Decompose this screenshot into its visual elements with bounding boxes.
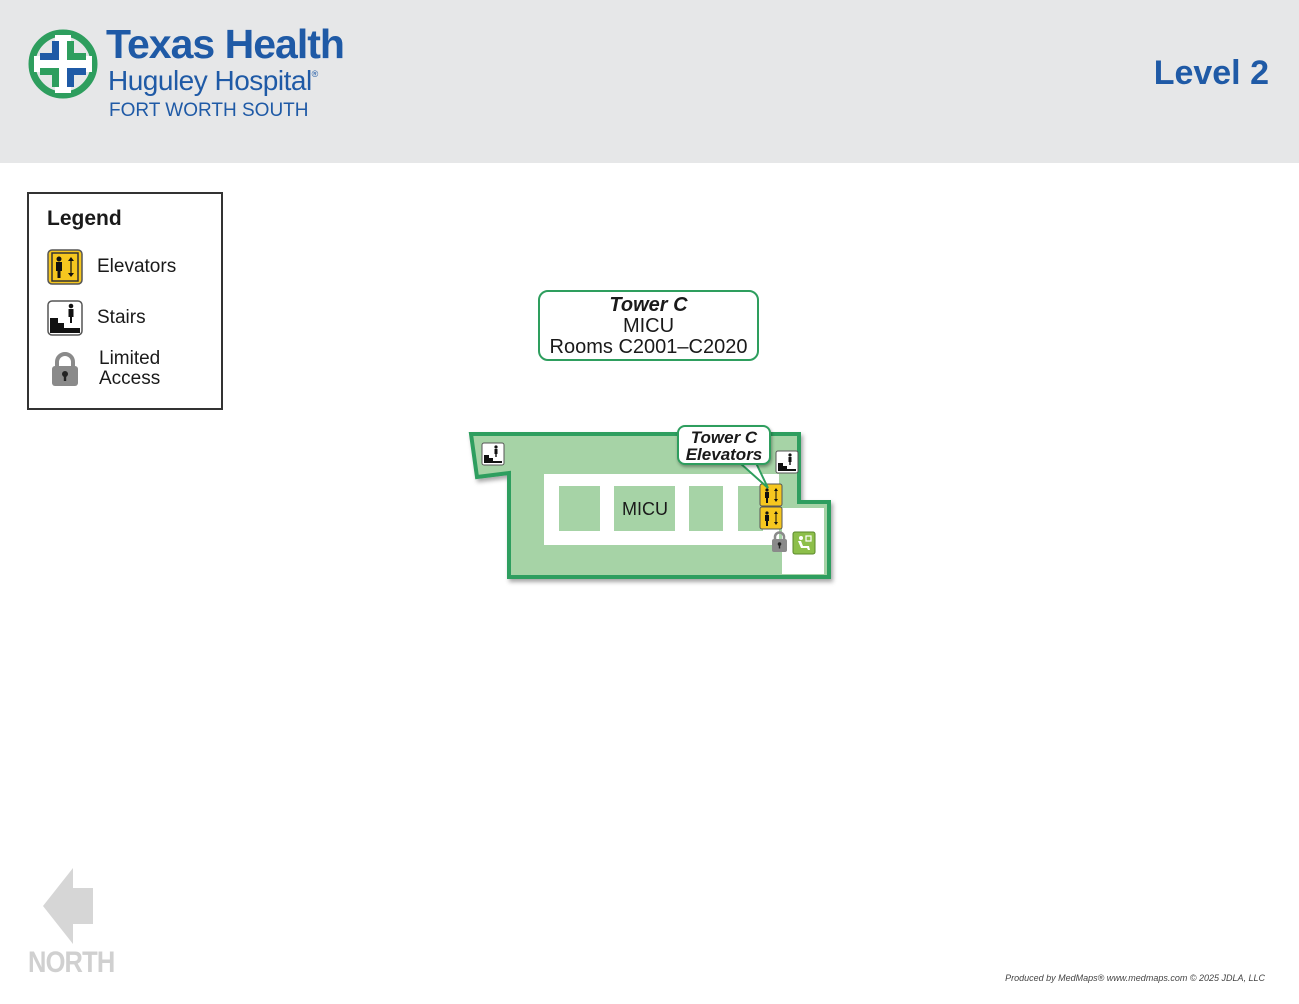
room-block-4 [738, 486, 763, 531]
waiting-area-icon[interactable] [793, 532, 815, 554]
micu-room-label: MICU [622, 499, 668, 519]
stairs-icon[interactable] [776, 451, 798, 473]
elevator-icon[interactable] [760, 507, 782, 529]
stairs-icon[interactable] [482, 443, 504, 465]
callout-line1: MICU [622, 315, 675, 337]
elevators-callout[interactable] [677, 425, 771, 465]
legend-label-limited-line2: Access [99, 368, 161, 389]
callout-title: Tower C [609, 294, 688, 316]
legend-label-limited-line1: Limited [99, 348, 161, 369]
room-block-3 [689, 486, 723, 531]
registered-mark: ® [311, 69, 318, 79]
elevator-icon[interactable] [760, 484, 782, 506]
brand-name: Texas Health [106, 21, 344, 67]
legend-title: Legend [47, 207, 122, 230]
room-block-1 [559, 486, 600, 531]
campus-name: FORT WORTH SOUTH [109, 100, 309, 121]
level-title: Level 2 [1153, 54, 1269, 92]
elevators-callout-line1: Tower C [690, 428, 758, 447]
tower-c-callout[interactable] [538, 290, 759, 361]
elevators-callout-line2: Elevators [685, 445, 763, 464]
north-label: NORTH [28, 946, 115, 979]
footer-credit: Produced by MedMaps® www.medmaps.com © 2025 JDLA, LLC [1005, 973, 1265, 983]
legend-label-stairs: Stairs [97, 307, 146, 328]
legend-label-elevators: Elevators [97, 256, 177, 277]
hospital-name-text: Huguley Hospital [108, 65, 312, 96]
callout-line2: Rooms C2001–C2020 [549, 336, 748, 358]
